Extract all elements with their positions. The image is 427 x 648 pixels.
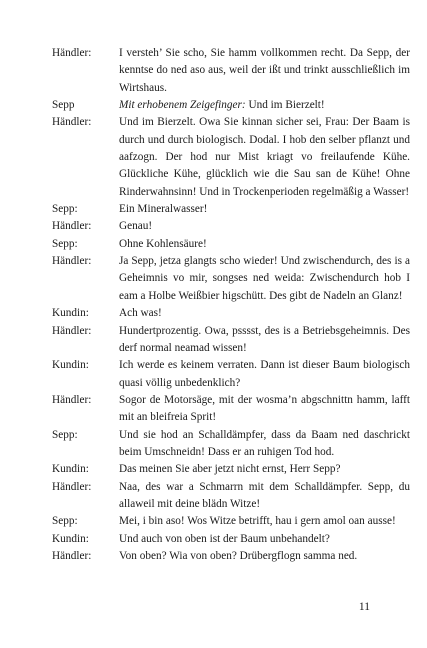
dialogue-line — [52, 45, 410, 97]
speech-text — [119, 531, 410, 548]
dialogue-line — [52, 236, 410, 253]
dialogue-line — [52, 513, 410, 530]
speech-text — [119, 114, 410, 201]
speaker-name: Händler: — [52, 47, 92, 59]
speech-text — [119, 479, 410, 514]
speech-text — [119, 461, 410, 478]
speech-content: Naa, des war a Schmarrn mit dem Schalldämpfer. Sepp, du allaweil mit deine blädn Witze! — [119, 480, 410, 510]
speech-text — [119, 427, 410, 462]
speech-text — [119, 323, 410, 358]
speaker-name: Sepp: — [52, 203, 78, 216]
speaker-name: Kundin: — [52, 463, 89, 476]
speaker-name: Händler: — [52, 324, 92, 337]
dialogue-line — [52, 479, 410, 514]
stage-direction: Mit erhobenem Zeigefinger: — [119, 99, 246, 112]
dialogue-line — [52, 531, 410, 548]
speech-text — [119, 392, 410, 427]
speaker-name: Händler: — [52, 220, 92, 233]
speaker-name: Sepp: — [52, 428, 78, 441]
speech-content: I versteh’ Sie scho, Sie hamm vollkommen recht. Da Sepp, der kenntse do ned aso aus, weil der ißt und trinkt ausschließlich im Wirtshaus. — [119, 47, 410, 94]
speech-content: Ja Sepp, jetza glangts scho wieder! Und zwischendurch, des is a Geheimnis vo mir, songses ned weida: Zwischendurch hob I eam a Holbe Weißbier higschütt. Des gibt de Nadeln an Glanz! — [119, 255, 410, 302]
speech-text — [119, 253, 410, 305]
speaker-name: Händler: — [52, 393, 92, 406]
dialogue-line — [52, 253, 410, 305]
speech-text — [119, 97, 410, 114]
dialogue-line — [52, 357, 410, 392]
speaker-name: Kundin: — [52, 359, 89, 372]
dialogue-line — [52, 392, 410, 427]
dialogue-line — [52, 427, 410, 462]
script-dialogue — [52, 45, 410, 565]
speaker-name: Händler: — [52, 255, 92, 268]
dialogue-line — [52, 218, 410, 235]
dialogue-line — [52, 548, 410, 565]
speech-content: Ich werde es keinem verraten. Dann ist dieser Baum biologisch quasi völlig unbedenklich? — [119, 359, 410, 389]
speaker-name: Kundin: — [52, 532, 89, 545]
dialogue-line — [52, 305, 410, 322]
dialogue-body — [52, 45, 410, 565]
dialogue-line — [52, 461, 410, 478]
speech-content: Ach was! — [119, 307, 162, 320]
speech-content: Mei, i bin aso! Wos Witze betrifft, hau i gern amol oan ausse! — [119, 515, 396, 528]
speech-content: Hundertprozentig. Owa, psssst, des is a Betriebsgeheimnis. Des derf normal neamad wissen! — [119, 324, 410, 354]
dialogue-line — [52, 97, 410, 114]
speech-text — [119, 305, 410, 322]
speech-content: Genau! — [119, 220, 153, 233]
speech-content: Ein Mineralwasser! — [119, 203, 208, 216]
speech-content: Und im Bierzelt. Owa Sie kinnan sicher sei, Frau: Der Baam is durch und durch biologisch. Dodal. I hob den selber pflanzt und aafzogn. Der hod nur Mist kriagt vo freilaufende Kühe. Glückliche Kühe, glücklich wie die Sau san de Kühe! Ohne Rinderwahnsinn! Und in Trockenperioden regelmäßig a Wasser! — [119, 116, 410, 198]
speech-content: Und im Bierzelt! — [248, 99, 325, 112]
speaker-name: Kundin: — [52, 307, 89, 320]
speaker-name: Händler: — [52, 480, 92, 493]
dialogue-line — [52, 114, 410, 201]
speech-content: Und auch von oben ist der Baum unbehandelt? — [119, 532, 330, 545]
speech-text — [119, 45, 410, 97]
speech-text — [119, 201, 410, 218]
speech-text — [119, 513, 410, 530]
speech-content: Ohne Kohlensäure! — [119, 237, 207, 250]
speech-content: Das meinen Sie aber jetzt nicht ernst, Herr Sepp? — [119, 463, 341, 476]
speech-content: Sogor de Motorsäge, mit der wosma’n abgschnittn hamm, lafft mit an bleifreia Sprit! — [119, 393, 410, 424]
dialogue-line — [52, 323, 410, 358]
speech-text — [119, 357, 410, 392]
speaker-name: Sepp — [52, 99, 75, 112]
dialogue-line — [52, 201, 410, 218]
speaker-name: Händler: — [52, 116, 92, 129]
speech-text — [119, 218, 410, 235]
speaker-name: Sepp: — [52, 515, 78, 528]
speech-text — [119, 236, 410, 253]
page-number: 11 — [358, 601, 370, 613]
speech-content: Von oben? Wia von oben? Drübergflogn samma ned. — [119, 549, 358, 562]
speech-content: Und sie hod an Schalldämpfer, dass da Baam ned daschrickt beim Umschneidn! Dass er an ruhigen Tod hod. — [119, 428, 410, 458]
speaker-name: Händler: — [52, 549, 92, 562]
speech-text — [119, 548, 410, 565]
speaker-name: Sepp: — [52, 237, 78, 250]
